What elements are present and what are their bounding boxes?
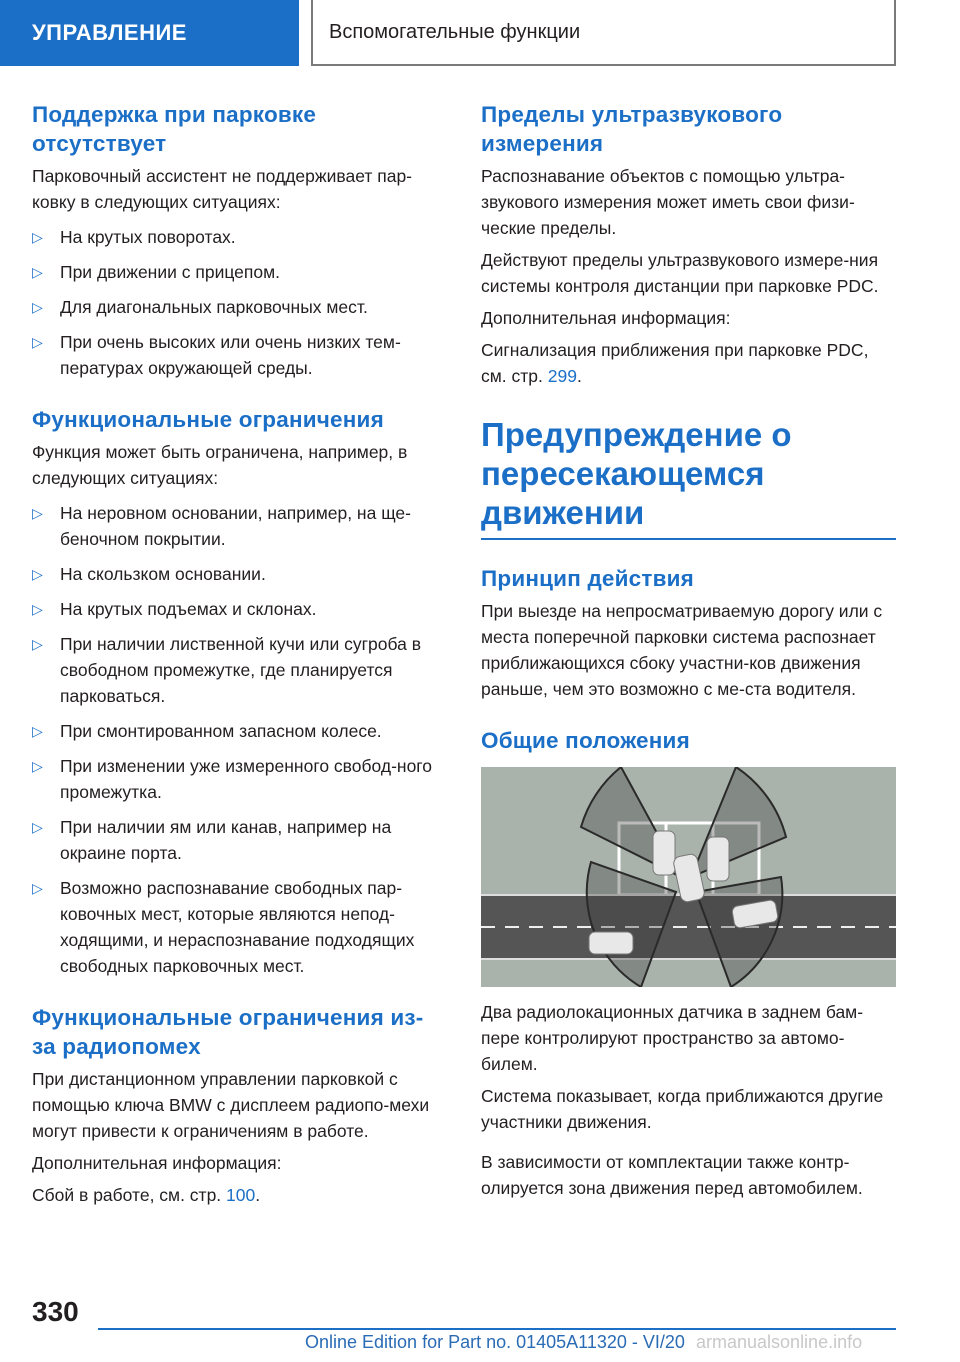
heading-parking-unsupported: Поддержка при парковке отсутствует — [32, 102, 317, 156]
footer-edition: Online Edition for Part no. 01405A11320 - VI/20 — [305, 1332, 685, 1352]
list-item: ▷ Возможно распознавание свободных пар-ковочных мест, которые являются непод-ходящими, и нераспознавание подходящих свободных парковочных мест. — [32, 875, 447, 979]
list-item: ▷ При наличии ям или канав, например на окраине порта. — [32, 814, 447, 866]
triangle-bullet-icon: ▷ — [32, 229, 43, 245]
bullet-list-limits — [32, 500, 447, 979]
list-item: ▷ На скользком основании. — [32, 561, 447, 587]
list-item: ▷ При изменении уже измеренного свобод-ного промежутка. — [32, 753, 447, 805]
paragraph: Функция может быть ограничена, например, в следующих ситуациях: — [32, 442, 408, 488]
paragraph: Дополнительная информация: — [481, 308, 731, 328]
list-item: ▷ Для диагональных парковочных мест. — [32, 294, 447, 320]
paragraph: Дополнительная информация: — [32, 1153, 282, 1173]
page-link-100[interactable]: 100 — [226, 1185, 256, 1205]
chapter-tab — [311, 0, 896, 66]
paragraph: Парковочный ассистент не поддерживает пар-ковку в следующих ситуациях: — [32, 166, 413, 212]
paragraph: Распознавание объектов с помощью ультра-звукового измерения может иметь свои физи-ческие пределы. — [481, 166, 855, 238]
triangle-bullet-icon: ▷ — [32, 636, 43, 652]
list-item: ▷ При движении с прицепом. — [32, 259, 447, 285]
triangle-bullet-icon: ▷ — [32, 264, 43, 280]
paragraph: В зависимости от комплектации также контр-олируется зона движения перед автомобилем. — [481, 1152, 863, 1198]
chapter-title: Вспомогательные функции — [329, 20, 581, 43]
footer-watermark: armanualsonline.info — [696, 1332, 863, 1352]
triangle-bullet-icon: ▷ — [32, 566, 43, 582]
triangle-bullet-icon: ▷ — [32, 299, 43, 315]
triangle-bullet-icon: ▷ — [32, 505, 43, 521]
heading-operating-principle: Принцип действия — [481, 566, 694, 591]
triangle-bullet-icon: ▷ — [32, 758, 43, 774]
list-item: ▷ На неровном основании, например, на ще-беночном покрытии. — [32, 500, 447, 552]
bullet-list-unsupported — [32, 224, 447, 381]
list-item: ▷ На крутых поворотах. — [32, 224, 447, 250]
paragraph: Система показывает, когда приближаются другие участники движения. — [481, 1086, 884, 1132]
paragraph: Сбой в работе, см. стр. 100. — [32, 1185, 261, 1205]
heading-general: Общие положения — [481, 728, 690, 753]
list-item: ▷ При наличии лиственной кучи или сугроба в свободном промежутке, где планируется парковаться. — [32, 631, 447, 709]
section-tab — [0, 0, 299, 66]
heading-radio-interference: Функциональные ограничения из- за радиопомех — [32, 1005, 424, 1059]
list-item: ▷ При очень высоких или очень низких тем-пературах окружающей среды. — [32, 329, 447, 381]
triangle-bullet-icon: ▷ — [32, 601, 43, 617]
list-item: ▷ При смонтированном запасном колесе. — [32, 718, 447, 744]
heading-functional-limits: Функциональные ограничения — [32, 407, 384, 432]
paragraph: Действуют пределы ультразвукового измере-ния системы контроля дистанции при парковке PDC. — [481, 250, 879, 296]
paragraph: Сигнализация приближения при парковке PDC, см. стр. 299. — [481, 340, 869, 386]
section-title: УПРАВЛЕНИЕ — [32, 20, 187, 45]
heading-ultrasonic-limits: Пределы ультразвукового измерения — [481, 102, 783, 156]
paragraph: Два радиолокационных датчика в заднем бам-пере контролируют пространство за автомо-билем. — [481, 1002, 864, 1074]
triangle-bullet-icon: ▷ — [32, 819, 43, 835]
heading-cross-traffic-warning: Предупреждение о пересекающемся движении — [481, 415, 896, 540]
triangle-bullet-icon: ▷ — [32, 880, 43, 896]
page-link-299[interactable]: 299 — [547, 366, 577, 386]
triangle-bullet-icon: ▷ — [32, 334, 43, 350]
right-column — [481, 100, 896, 1201]
cross-traffic-illustration — [481, 767, 896, 987]
footer-divider — [98, 1328, 896, 1330]
paragraph: При выезде на непросматриваемую дорогу или с места поперечной парковки система распознает приближающихся сбоку участни-ков движения раньше, чем это возможно с ме-ста водителя. — [481, 601, 883, 699]
triangle-bullet-icon: ▷ — [32, 723, 43, 739]
page-number: 330 — [32, 1296, 79, 1327]
left-column — [32, 100, 447, 1208]
paragraph: При дистанционном управлении парковкой с помощью ключа BMW с дисплеем радиопо-мехи могут привести к ограничениям в работе. — [32, 1069, 430, 1141]
list-item: ▷ На крутых подъемах и склонах. — [32, 596, 447, 622]
